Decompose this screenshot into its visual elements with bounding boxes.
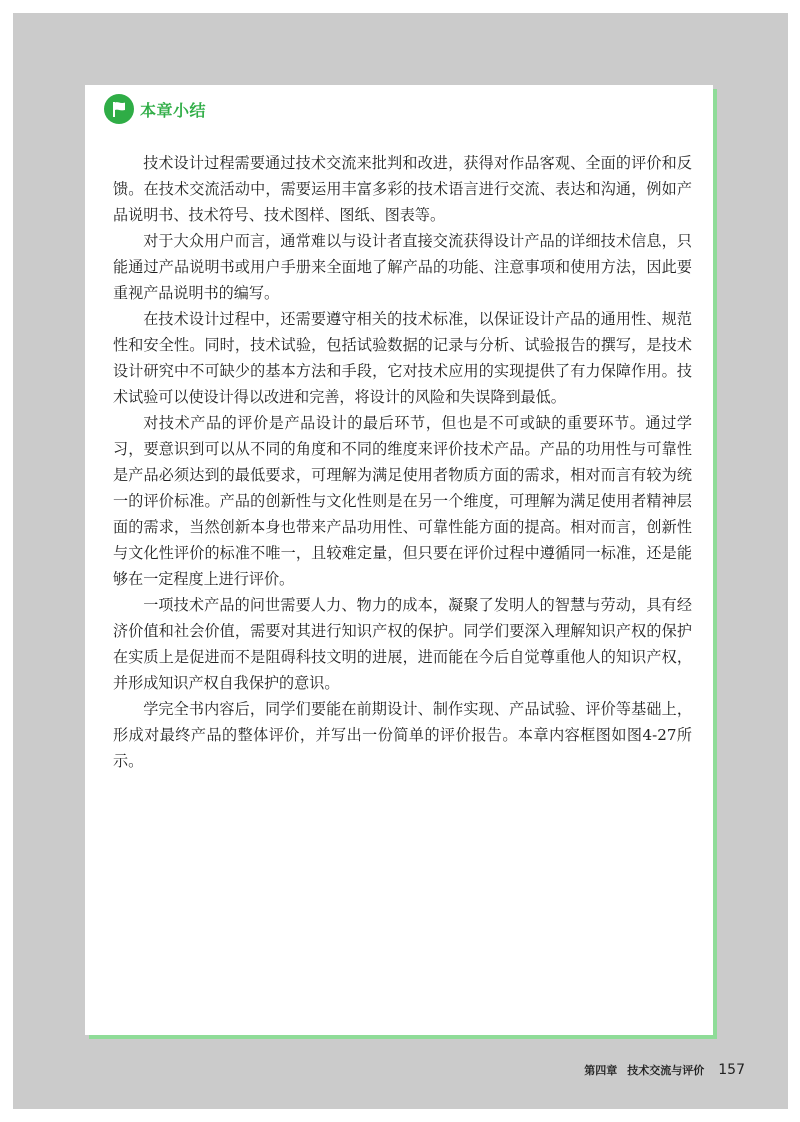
paragraph: 对技术产品的评价是产品设计的最后环节，但也是不可或缺的重要环节。通过学习，要意识到可以从不同的角度和不同的维度来评价技术产品。产品的功用性与可靠性是产品必须达到的最低要求，可理解为满足使用者物质方面的需求，相对而言有较为统一的评价标准。产品的创新性与文化性则是在另一个维度，可理解为满足使用者精神层面的需求，当然创新本身也带来产品功用性、可靠性能方面的提高。相对而言，创新性与文化性评价的标准不唯一，且较难定量，但只要在评价过程中遵循同一标准，还是能够在一定程度上进行评价。 bbox=[113, 414, 692, 588]
page-footer bbox=[584, 1062, 745, 1078]
chapter-summary-heading bbox=[104, 94, 206, 124]
paragraph: 对于大众用户而言，通常难以与设计者直接交流获得设计产品的详细技术信息，只能通过产品说明书或用户手册来全面地了解产品的功能、注意事项和使用方法，因此要重视产品说明书的编写。 bbox=[113, 232, 692, 302]
footer-chapter: 第四章 bbox=[584, 1064, 618, 1077]
footer-section-title: 技术交流与评价 bbox=[627, 1064, 705, 1077]
flag-icon bbox=[104, 94, 134, 124]
page-number: 157 bbox=[718, 1062, 745, 1078]
paragraph: 学完全书内容后，同学们要能在前期设计、制作实现、产品试验、评价等基础上，形成对最终产品的整体评价，并写出一份简单的评价报告。本章内容框图如图4-27所示。 bbox=[113, 700, 692, 770]
summary-body bbox=[113, 150, 692, 774]
paragraph: 在技术设计过程中，还需要遵守相关的技术标准，以保证设计产品的通用性、规范性和安全性。同时，技术试验，包括试验数据的记录与分析、试验报告的撰写，是技术设计研究中不可缺少的基本方法和手段，它对技术应用的实现提供了有力保障作用。技术试验可以使设计得以改进和完善，将设计的风险和失误降到最低。 bbox=[113, 310, 692, 406]
paragraph: 技术设计过程需要通过技术交流来批判和改进，获得对作品客观、全面的评价和反馈。在技术交流活动中，需要运用丰富多彩的技术语言进行交流、表达和沟通，例如产品说明书、技术符号、技术图样、图纸、图表等。 bbox=[113, 154, 692, 224]
chapter-summary-title: 本章小结 bbox=[140, 100, 207, 120]
paragraph: 一项技术产品的问世需要人力、物力的成本，凝聚了发明人的智慧与劳动，具有经济价值和社会价值，需要对其进行知识产权的保护。同学们要深入理解知识产权的保护在实质上是促进而不是阻碍科技文明的进展，进而能在今后自觉尊重他人的知识产权，并形成知识产权自我保护的意识。 bbox=[113, 596, 692, 692]
